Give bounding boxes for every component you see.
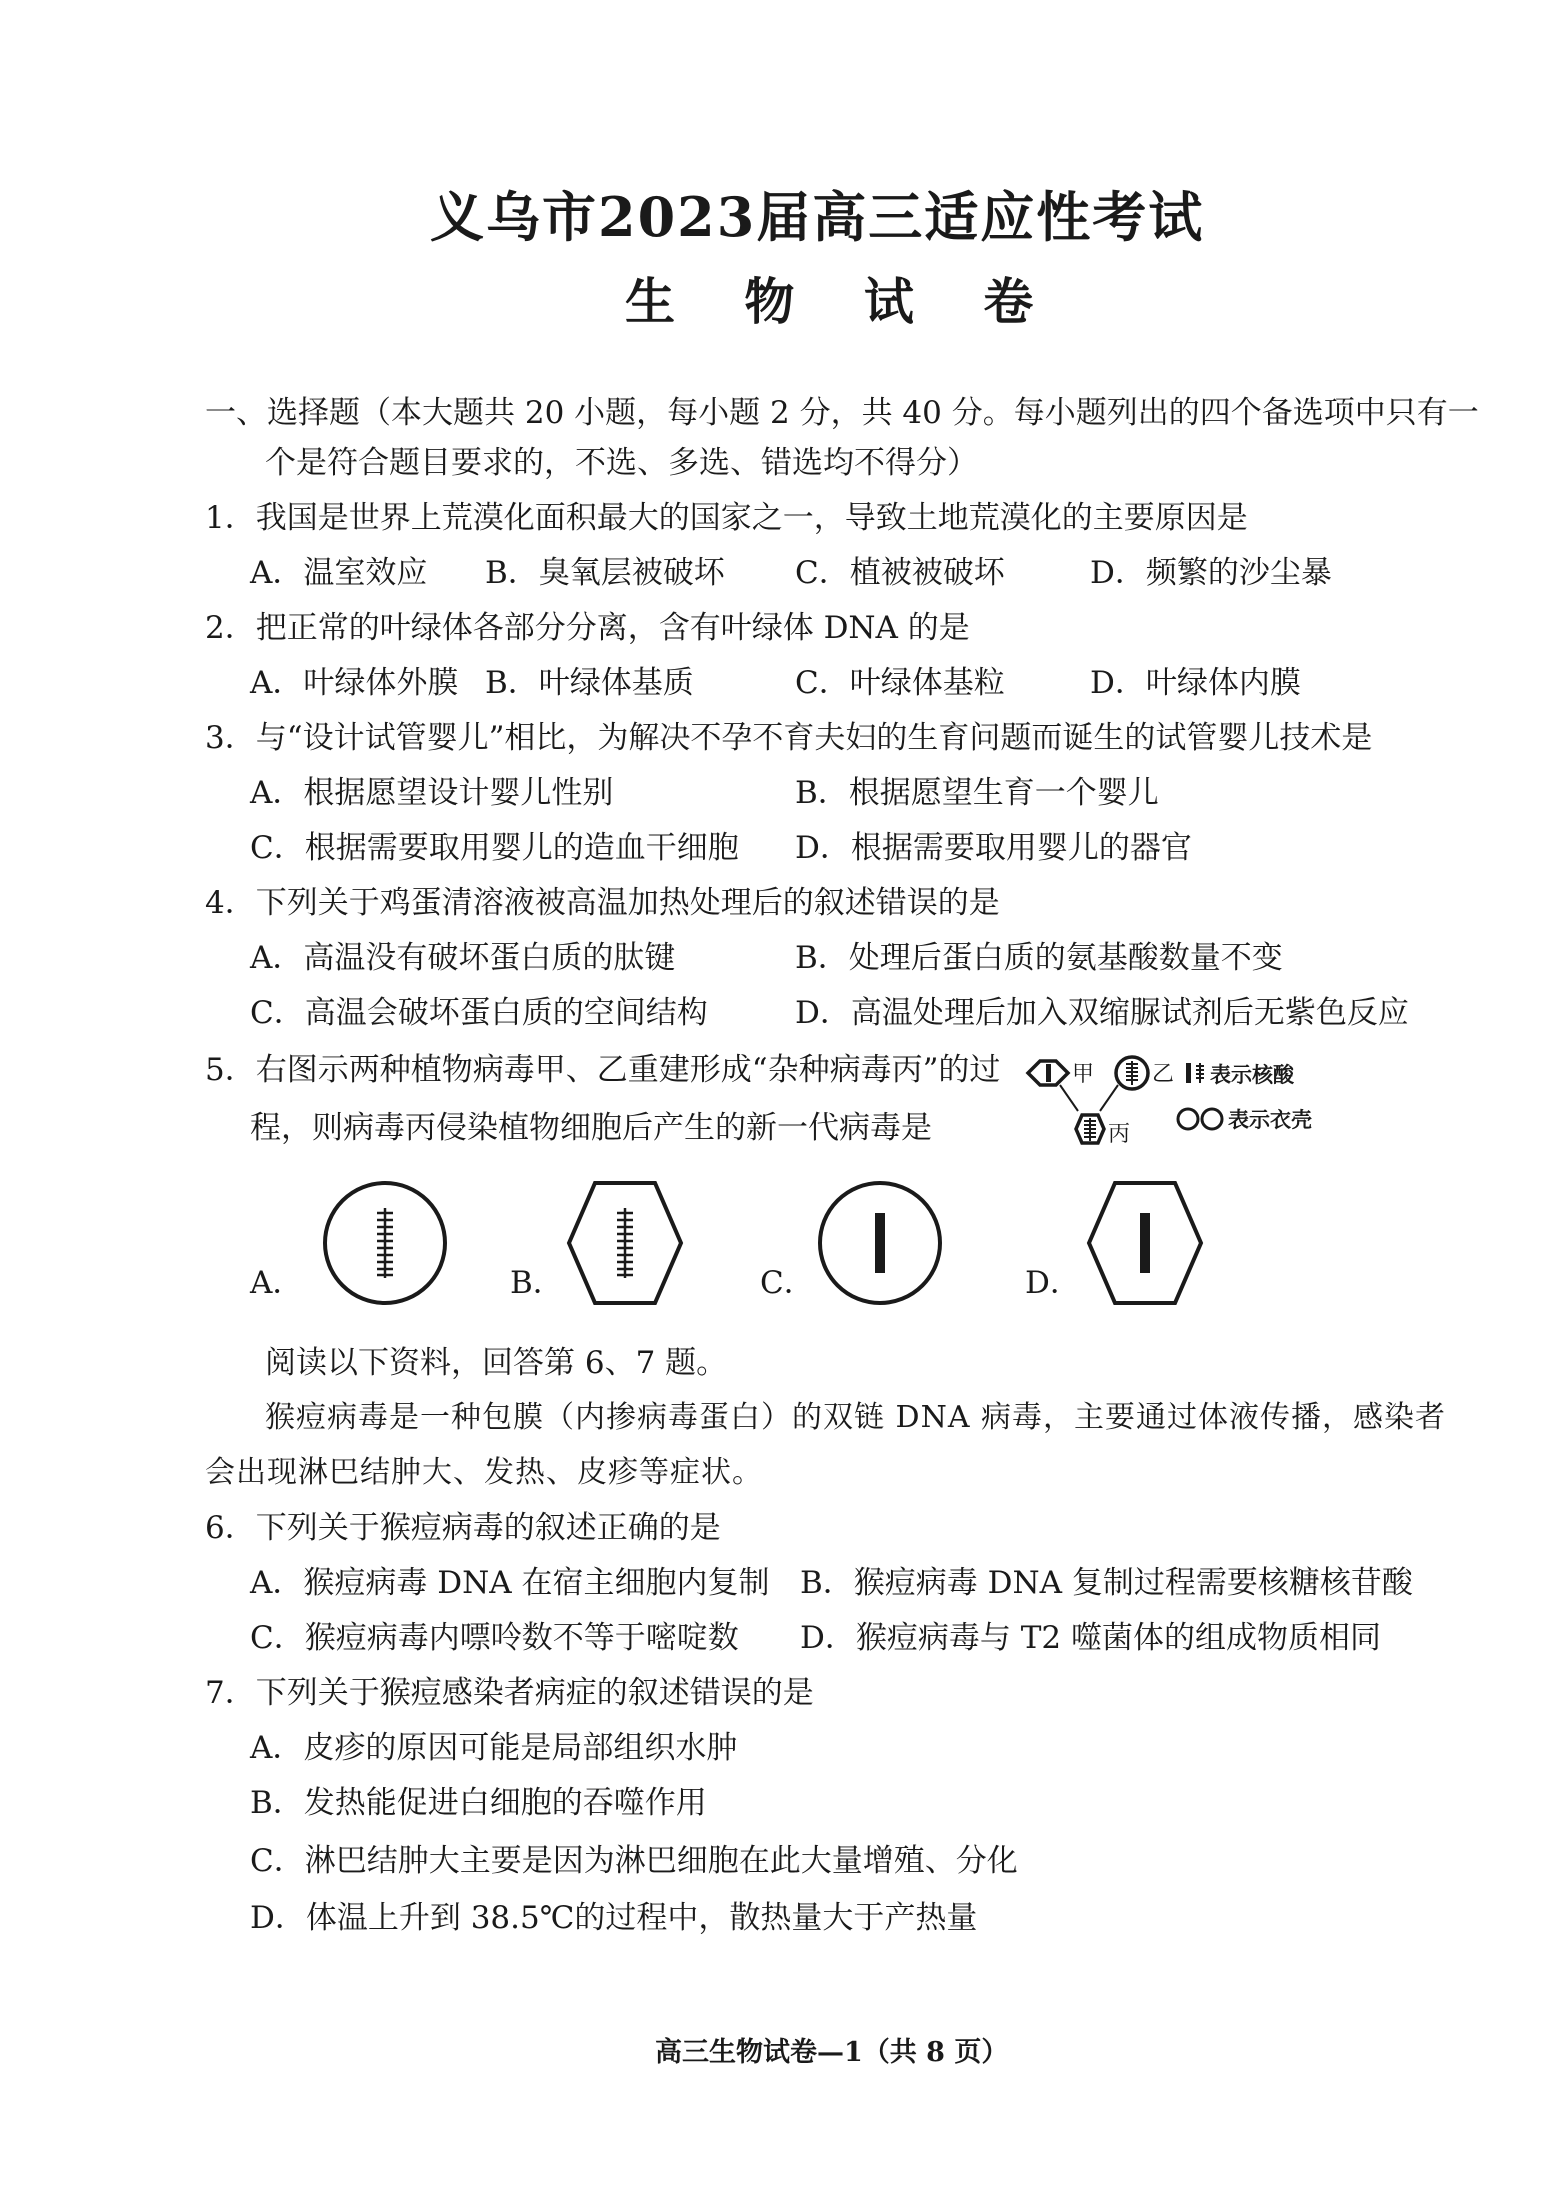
q5-option-a: A． — [250, 1265, 304, 1301]
q1-option-d: D．频繁的沙尘暴 — [1090, 555, 1332, 591]
q1-option-b: B．臭氧层被破坏 — [485, 555, 725, 591]
q4-option-a: A．高温没有破坏蛋白质的肽键 — [250, 940, 676, 976]
q6-stem: 6．下列关于猴痘病毒的叙述正确的是 — [205, 1510, 721, 1546]
virus-yi-icon — [1116, 1057, 1148, 1089]
q2-option-a: A．叶绿体外膜 — [250, 665, 459, 701]
virus-bing-icon — [1076, 1115, 1104, 1143]
reading-passage-line1: 猴痘病毒是一种包膜（内掺病毒蛋白）的双链 DNA 病毒，主要通过体液传播，感染者 — [265, 1400, 1447, 1435]
q4-stem: 4．下列关于鸡蛋清溶液被高温加热处理后的叙述错误的是 — [205, 885, 1000, 921]
legend-nucleic-icon — [1186, 1063, 1204, 1083]
q7-stem: 7．下列关于猴痘感染者病症的叙述错误的是 — [205, 1675, 814, 1711]
q3-option-c: C．根据需要取用婴儿的造血干细胞 — [250, 830, 739, 866]
q5-option-b: B． — [510, 1265, 564, 1301]
q5-option-b-virus-icon — [565, 1178, 685, 1308]
q5-option-a-virus-icon — [320, 1178, 450, 1308]
q6-option-c: C．猴痘病毒内嘌呤数不等于嘧啶数 — [250, 1620, 739, 1656]
label-jia: 甲 — [1072, 1062, 1095, 1087]
label-nucleic: 表示核酸 — [1210, 1062, 1294, 1087]
q1-option-a: A．温室效应 — [250, 555, 428, 591]
virus-jia-icon — [1028, 1061, 1068, 1085]
q5-virus-diagram — [1010, 1055, 1360, 1175]
label-bing: 丙 — [1108, 1122, 1131, 1147]
q6-option-b: B．猴痘病毒 DNA 复制过程需要核糖核苷酸 — [800, 1565, 1413, 1601]
q3-option-d: D．根据需要取用婴儿的器官 — [795, 830, 1192, 866]
q2-option-c: C．叶绿体基粒 — [795, 665, 1005, 701]
reading-intro: 阅读以下资料，回答第 6、7 题。 — [265, 1345, 728, 1381]
q2-option-b: B．叶绿体基质 — [485, 665, 694, 701]
section-heading-line1: 一、选择题（本大题共 20 小题，每小题 2 分，共 40 分。每小题列出的四个备选项中只有一 — [205, 395, 1479, 431]
q4-option-d: D．高温处理后加入双缩脲试剂后无紫色反应 — [795, 995, 1409, 1031]
q5-option-d: D． — [1025, 1265, 1081, 1301]
q2-option-d: D．叶绿体内膜 — [1090, 665, 1301, 701]
page-subtitle: 生 物 试 卷 — [625, 272, 1060, 331]
legend-capsid-icon — [1178, 1109, 1222, 1129]
q5-option-d-virus-icon — [1085, 1178, 1205, 1308]
q6-option-d: D．猴痘病毒与 T2 噬菌体的组成物质相同 — [800, 1620, 1381, 1656]
label-yi: 乙 — [1152, 1062, 1175, 1087]
q5-stem-line2: 程，则病毒丙侵染植物细胞后产生的新一代病毒是 — [250, 1110, 932, 1146]
page-title: 义乌市2023届高三适应性考试 — [430, 185, 1205, 249]
q4-option-c: C．高温会破坏蛋白质的空间结构 — [250, 995, 708, 1031]
reading-passage-line2: 会出现淋巴结肿大、发热、皮疹等症状。 — [205, 1455, 763, 1490]
q7-option-a: A．皮疹的原因可能是局部组织水肿 — [250, 1730, 738, 1766]
q3-stem: 3．与“设计试管婴儿”相比，为解决不孕不育夫妇的生育问题而诞生的试管婴儿技术是 — [205, 720, 1373, 756]
q2-stem: 2．把正常的叶绿体各部分分离，含有叶绿体 DNA 的是 — [205, 610, 970, 646]
q7-option-c: C．淋巴结肿大主要是因为淋巴细胞在此大量增殖、分化 — [250, 1843, 1018, 1879]
q6-option-a: A．猴痘病毒 DNA 在宿主细胞内复制 — [250, 1565, 770, 1601]
q5-stem-line1: 5．右图示两种植物病毒甲、乙重建形成“杂种病毒丙”的过 — [205, 1052, 1001, 1088]
q3-option-a: A．根据愿望设计婴儿性别 — [250, 775, 614, 811]
q1-stem: 1．我国是世界上荒漠化面积最大的国家之一，导致土地荒漠化的主要原因是 — [205, 500, 1248, 536]
q7-option-d: D．体温上升到 38.5℃的过程中，散热量大于产热量 — [250, 1900, 978, 1936]
q7-option-b: B．发热能促进白细胞的吞噬作用 — [250, 1785, 707, 1821]
page-footer: 高三生物试卷—1（共 8 页） — [655, 2037, 1009, 2068]
section-heading-line2: 个是符合题目要求的，不选、多选、错选均不得分） — [265, 445, 978, 481]
q5-option-c-virus-icon — [815, 1178, 945, 1308]
q3-option-b: B．根据愿望生育一个婴儿 — [795, 775, 1159, 811]
q1-option-c: C．植被被破坏 — [795, 555, 1005, 591]
label-capsid: 表示衣壳 — [1228, 1107, 1312, 1132]
q4-option-b: B．处理后蛋白质的氨基酸数量不变 — [795, 940, 1283, 976]
q5-option-c: C． — [760, 1265, 815, 1301]
